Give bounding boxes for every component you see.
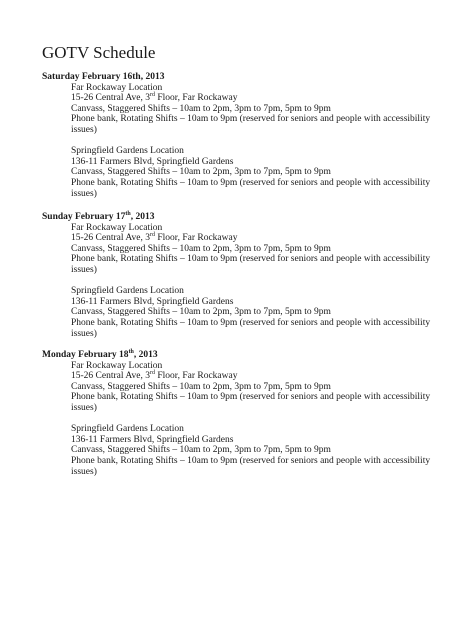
location-springfield-gardens (71, 146, 439, 199)
location-name: Springfield Gardens Location (71, 146, 184, 157)
location-far-rockaway (71, 361, 439, 414)
day-section-sunday (42, 212, 439, 339)
canvass-shifts: Canvass, Staggered Shifts – 10am to 2pm, 3pm to 7pm, 5pm to 9pm (71, 103, 331, 114)
phone-bank-shifts: Phone bank, Rotating Shifts – 10am to 9pm (reserved for seniors and people with accessibility issues) (71, 114, 431, 135)
canvass-shifts: Canvass, Staggered Shifts – 10am to 2pm, 3pm to 7pm, 5pm to 9pm (71, 243, 331, 254)
location-name: Springfield Gardens Location (71, 286, 184, 297)
location-springfield-gardens (71, 424, 439, 477)
phone-bank-shifts: Phone bank, Rotating Shifts – 10am to 9pm (reserved for seniors and people with accessibility issues) (71, 392, 431, 413)
location-name: Springfield Gardens Location (71, 424, 184, 435)
phone-bank-shifts: Phone bank, Rotating Shifts – 10am to 9pm (reserved for seniors and people with accessibility issues) (71, 317, 431, 339)
location-springfield-gardens (71, 286, 439, 339)
location-address: 136-11 Farmers Blvd, Springfield Gardens (71, 156, 234, 167)
canvass-shifts: Canvass, Staggered Shifts – 10am to 2pm, 3pm to 7pm, 5pm to 9pm (71, 307, 331, 318)
canvass-shifts: Canvass, Staggered Shifts – 10am to 2pm, 3pm to 7pm, 5pm to 9pm (71, 445, 331, 456)
day-section-saturday (42, 72, 439, 199)
location-address: 15-26 Central Ave, 3rd Floor, Far Rockaway (71, 370, 238, 382)
location-address: 15-26 Central Ave, 3rd Floor, Far Rockaway (71, 92, 238, 104)
location-name: Far Rockaway Location (71, 360, 163, 371)
day-heading: Monday February 18th, 2013 (42, 348, 158, 360)
location-name: Far Rockaway Location (71, 82, 163, 93)
location-far-rockaway (71, 223, 439, 276)
phone-bank-shifts: Phone bank, Rotating Shifts – 10am to 9pm (reserved for seniors and people with accessibility issues) (71, 254, 431, 275)
location-far-rockaway (71, 83, 439, 136)
day-heading: Sunday February 17th, 2013 (42, 210, 155, 222)
phone-bank-shifts: Phone bank, Rotating Shifts – 10am to 9pm (reserved for seniors and people with accessibility issues) (71, 455, 431, 477)
document-title: GOTV Schedule (42, 43, 156, 62)
location-address: 136-11 Farmers Blvd, Springfield Gardens (71, 434, 234, 445)
location-name: Far Rockaway Location (71, 222, 163, 233)
location-address: 136-11 Farmers Blvd, Springfield Gardens (71, 296, 234, 307)
location-address: 15-26 Central Ave, 3rd Floor, Far Rockaway (71, 232, 238, 244)
day-heading: Saturday February 16th, 2013 (42, 72, 165, 82)
canvass-shifts: Canvass, Staggered Shifts – 10am to 2pm, 3pm to 7pm, 5pm to 9pm (71, 167, 331, 178)
phone-bank-shifts: Phone bank, Rotating Shifts – 10am to 9pm (reserved for seniors and people with accessibility issues) (71, 177, 431, 199)
day-section-monday (42, 350, 439, 477)
canvass-shifts: Canvass, Staggered Shifts – 10am to 2pm, 3pm to 7pm, 5pm to 9pm (71, 381, 331, 392)
